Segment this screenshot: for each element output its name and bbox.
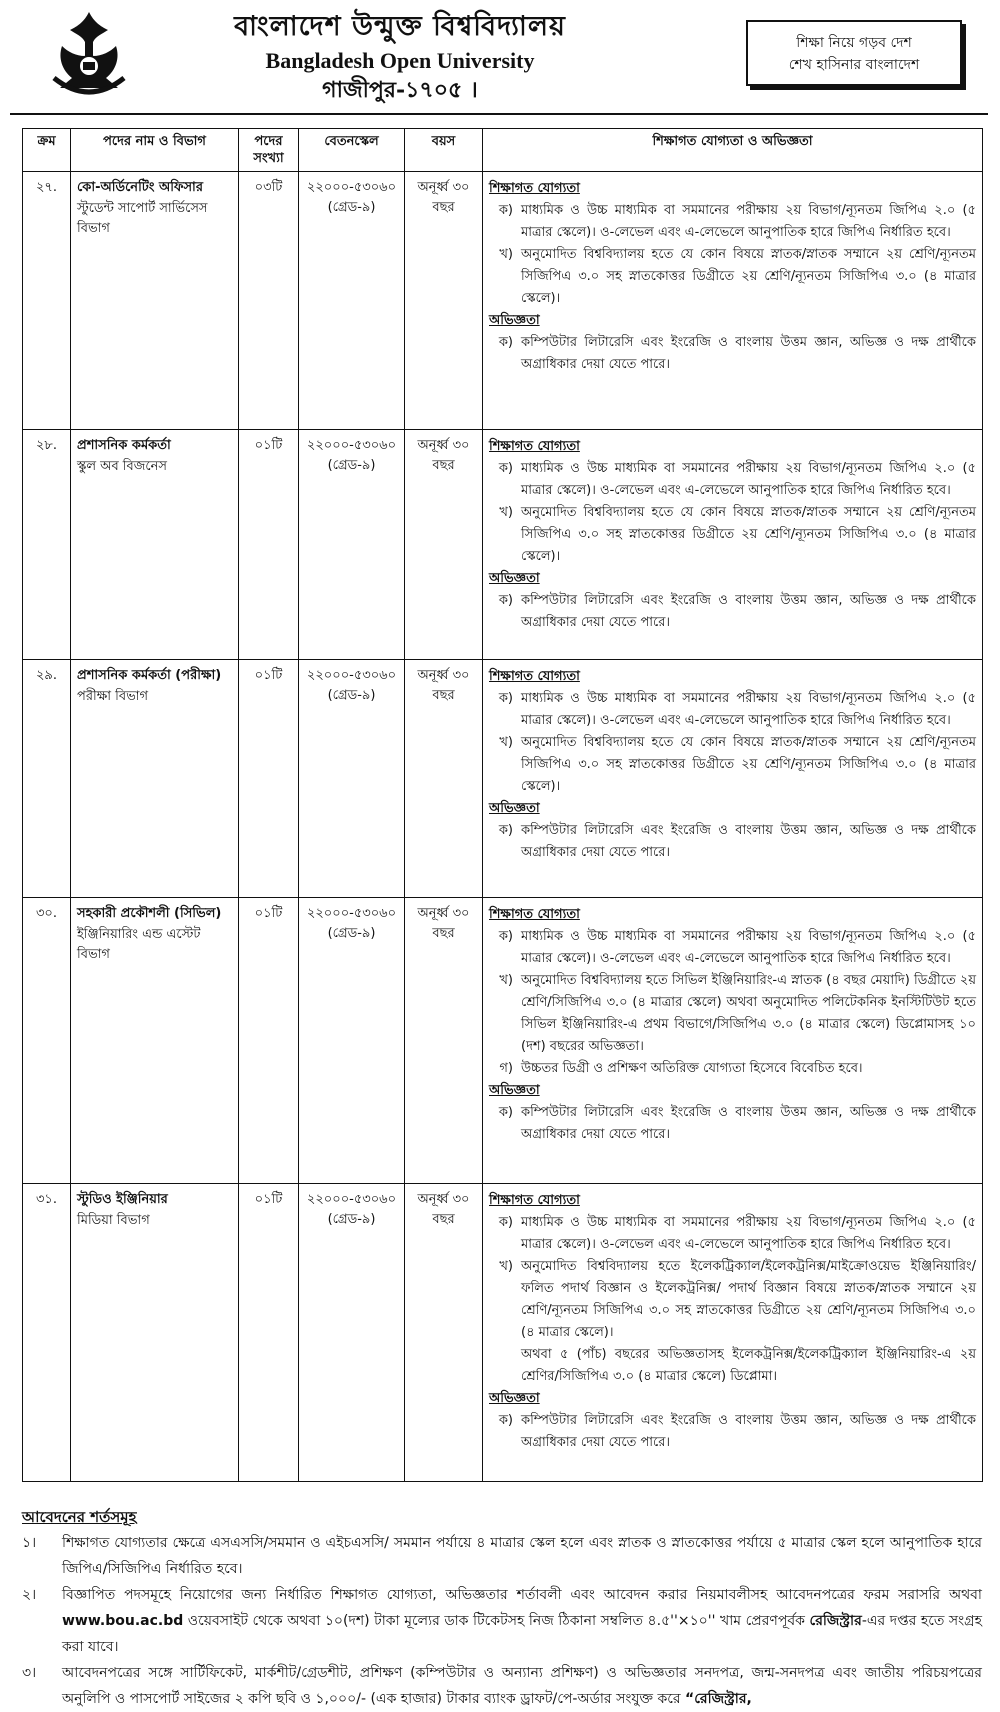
pay-scale: ২২০০০-৫৩০৬০ <box>306 906 397 921</box>
post-department: মিডিয়া বিভাগ <box>77 1213 150 1228</box>
post-title: প্রশাসনিক কর্মকর্তা <box>77 438 171 453</box>
item-text: কম্পিউটার লিটারেসি এবং ইংরেজি ও বাংলায় উত্তম জ্ঞান, অভিজ্ঞ ও দক্ষ প্রার্থীকে অগ্রাধিকার দেয়া যেতে পারে। <box>521 823 976 860</box>
age-limit: অনূর্ধ্ব ৩০ <box>417 180 470 195</box>
experience-item <box>489 820 976 864</box>
table-row <box>23 430 983 660</box>
registrar-label: রেজিস্ট্রার <box>809 1613 862 1629</box>
motto-line-1: শিক্ষা নিয়ে গড়ব দেশ <box>796 35 912 51</box>
table-row <box>23 1184 983 1482</box>
item-marker: ক) <box>498 593 513 608</box>
posts-table <box>22 128 983 1482</box>
post-count: ০১টি <box>239 660 299 898</box>
qualification-item <box>489 1058 976 1080</box>
item-marker: গ) <box>499 1061 513 1076</box>
qualification-item <box>489 458 976 502</box>
qualification-heading: শিক্ষাগত যোগ্যতা <box>489 439 580 454</box>
item-marker: ক) <box>498 929 513 944</box>
post-title: কো-অর্ডিনেটিং অফিসার <box>77 180 203 195</box>
col-pay-scale: বেতনস্কেল <box>299 129 405 172</box>
experience-heading: অভিজ্ঞতা <box>489 1083 540 1098</box>
qualification-item <box>489 1256 976 1344</box>
age-cell <box>405 660 483 898</box>
row-serial: ৩০. <box>23 898 71 1184</box>
row-serial: ২৭. <box>23 172 71 430</box>
item-marker: ক) <box>498 335 513 350</box>
item-marker: ক) <box>498 203 513 218</box>
experience-item <box>489 1410 976 1454</box>
pay-scale-cell <box>299 430 405 660</box>
item-marker: ক) <box>498 823 513 838</box>
age-cell <box>405 898 483 1184</box>
experience-heading: অভিজ্ঞতা <box>489 571 540 586</box>
qualification-heading: শিক্ষাগত যোগ্যতা <box>489 1193 580 1208</box>
qualification-item <box>489 1212 976 1256</box>
item-text: অথবা ৫ (পাঁচ) বছরের অভিজ্ঞতাসহ ইলেকট্রনিক্স/ইলেকট্রিক্যাল ইঞ্জিনিয়ারিং-এ ২য় শ্রেণির/সিজিপিএ ৩.০ (৪ মাত্রার স্কেলে) ডিপ্লোমা। <box>521 1347 976 1384</box>
page-header <box>0 0 1000 112</box>
pay-scale-cell <box>299 660 405 898</box>
qualification-item <box>489 244 976 310</box>
col-qualification: শিক্ষাগত যোগ্যতা ও অভিজ্ঞতা <box>483 129 983 172</box>
pay-scale: ২২০০০-৫৩০৬০ <box>306 668 397 683</box>
item-marker: ক) <box>498 1105 513 1120</box>
item-marker: খ) <box>499 735 513 750</box>
row-serial: ৩১. <box>23 1184 71 1482</box>
condition-text <box>62 1660 982 1712</box>
website-link[interactable]: www.bou.ac.bd <box>62 1613 184 1629</box>
condition-text: শিক্ষাগত যোগ্যতার ক্ষেত্রে এসএসসি/সমমান ও এইচএসসি/ সমমান পর্যায়ে ৪ মাত্রার স্কেল হলে এবং স্নাতক ও স্নাতকোত্তর পর্যায়ে ৫ মাত্রার স্কেল হলে আনুপাতিক হারে জিপিএ/সিজিপিএ নির্ধারিত হবে। <box>62 1535 982 1577</box>
post-cell <box>71 660 239 898</box>
age-cell <box>405 430 483 660</box>
item-marker: খ) <box>499 973 513 988</box>
post-cell <box>71 1184 239 1482</box>
motto-line-2: শেখ হাসিনার বাংলাদেশ <box>788 57 920 73</box>
item-text: মাধ্যমিক ও উচ্চ মাধ্যমিক বা সমমানের পরীক্ষায় ২য় বিভাগ/ন্যূনতম জিপিএ ২.০ (৫ মাত্রার স্কেলে)। ও-লেভেল এবং এ-লেভেলে আনুপাতিক হারে জিপিএ নির্ধারিত হবে। <box>521 203 976 240</box>
age-unit: বছর <box>432 200 455 215</box>
post-title: সহকারী প্রকৌশলী (সিভিল) <box>77 906 222 921</box>
post-title: স্টুডিও ইঞ্জিনিয়ার <box>77 1192 168 1207</box>
qualification-cell <box>483 172 983 430</box>
post-count: ০১টি <box>239 1184 299 1482</box>
qualification-heading: শিক্ষাগত যোগ্যতা <box>489 669 580 684</box>
qualification-item <box>489 732 976 798</box>
post-department: স্টুডেন্ট সাপোর্ট সার্ভিসেস বিভাগ <box>77 201 208 236</box>
experience-heading: অভিজ্ঞতা <box>489 801 540 816</box>
condition-text-part: আবেদনপত্রের সঙ্গে সার্টিফিকেট, মার্কশীট/গ্রেডশীট, প্রশিক্ষণ (কম্পিউটার ও অন্যান্য প্রশিক্ষণ) ও অভিজ্ঞতার সনদপত্র, জন্ম-সনদপত্র এবং জাতীয় পরিচয়পত্রের অনুলিপি ও পাসপোর্ট সাইজের ২ কপি ছবি ও ১,০০০/- (এক হাজার) টাকার ব্যাংক ড্রাফট/পে-অর্ডার সংযুক্ত করে <box>62 1665 982 1707</box>
condition-number: ২। <box>22 1587 37 1603</box>
age-limit: অনূর্ধ্ব ৩০ <box>417 668 470 683</box>
qualification-item <box>489 926 976 970</box>
item-text: কম্পিউটার লিটারেসি এবং ইংরেজি ও বাংলায় উত্তম জ্ঞান, অভিজ্ঞ ও দক্ষ প্রার্থীকে অগ্রাধিকার দেয়া যেতে পারে। <box>521 1413 976 1450</box>
item-text: কম্পিউটার লিটারেসি এবং ইংরেজি ও বাংলায় উত্তম জ্ঞান, অভিজ্ঞ ও দক্ষ প্রার্থীকে অগ্রাধিকার দেয়া যেতে পারে। <box>521 1105 976 1142</box>
experience-heading: অভিজ্ঞতা <box>489 1391 540 1406</box>
qualification-item <box>489 688 976 732</box>
condition-text <box>62 1582 982 1660</box>
post-cell <box>71 172 239 430</box>
item-marker: ক) <box>498 1215 513 1230</box>
age-cell <box>405 172 483 430</box>
pay-scale-cell <box>299 1184 405 1482</box>
item-text: কম্পিউটার লিটারেসি এবং ইংরেজি ও বাংলায় উত্তম জ্ঞান, অভিজ্ঞ ও দক্ষ প্রার্থীকে অগ্রাধিকার দেয়া যেতে পারে। <box>521 593 976 630</box>
condition-item <box>22 1530 982 1582</box>
age-cell <box>405 1184 483 1482</box>
post-department: স্কুল অব বিজনেস <box>77 459 167 474</box>
item-marker: ক) <box>498 691 513 706</box>
pay-scale: ২২০০০-৫৩০৬০ <box>306 180 397 195</box>
item-text: কম্পিউটার লিটারেসি এবং ইংরেজি ও বাংলায় উত্তম জ্ঞান, অভিজ্ঞ ও দক্ষ প্রার্থীকে অগ্রাধিকার দেয়া যেতে পারে। <box>521 335 976 372</box>
post-count: ০১টি <box>239 430 299 660</box>
table-row <box>23 660 983 898</box>
qualification-cell <box>483 430 983 660</box>
item-marker: খ) <box>499 247 513 262</box>
table-row <box>23 172 983 430</box>
university-name-bangla: বাংলাদেশ উন্মুক্ত বিশ্ববিদ্যালয় <box>234 11 566 42</box>
item-text: অনুমোদিত বিশ্ববিদ্যালয় হতে যে কোন বিষয়ে স্নাতক/স্নাতক সম্মানে ২য় শ্রেণি/ন্যূনতম সিজিপিএ ৩.০ সহ স্নাতকোত্তর ডিগ্রীতে ২য় শ্রেণি/ন্যূনতম সিজিপিএ ৩.০ (৪ মাত্রার স্কেলে)। <box>521 247 976 306</box>
item-text: অনুমোদিত বিশ্ববিদ্যালয় হতে সিভিল ইঞ্জিনিয়ারিং-এ স্নাতক (৪ বছর মেয়াদি) ডিগ্রীতে ২য় শ্রেণি/সিজিপিএ ৩.০ (৪ মাত্রার স্কেলে) অথবা অনুমোদিত পলিটেকনিক ইনস্টিটিউট হতে সিভিল ইঞ্জিনিয়ারিং-এ প্রথম বিভাগে/সিজিপিএ ৩.০ (৪ মাত্রার স্কেলে) ডিপ্লোমাসহ ১০ (দশ) বছরের অভিজ্ঞতা। <box>521 973 976 1054</box>
post-department: পরীক্ষা বিভাগ <box>77 689 149 704</box>
condition-number: ১। <box>22 1535 37 1551</box>
age-limit: অনূর্ধ্ব ৩০ <box>417 438 470 453</box>
item-text: অনুমোদিত বিশ্ববিদ্যালয় হতে যে কোন বিষয়ে স্নাতক/স্নাতক সম্মানে ২য় শ্রেণি/ন্যূনতম সিজিপিএ ৩.০ সহ স্নাতকোত্তর ডিগ্রীতে ২য় শ্রেণি/ন্যূনতম সিজিপিএ ৩.০ (৪ মাত্রার স্কেলে)। <box>521 735 976 794</box>
age-unit: বছর <box>432 688 455 703</box>
university-location: গাজীপুর-১৭০৫ । <box>322 77 478 103</box>
item-marker: খ) <box>499 1259 513 1274</box>
header-divider <box>10 113 988 115</box>
age-limit: অনূর্ধ্ব ৩০ <box>417 906 470 921</box>
table-header-row <box>23 129 983 172</box>
pay-grade: (গ্রেড-৯) <box>327 458 376 473</box>
experience-item <box>489 1102 976 1146</box>
item-marker: খ) <box>499 505 513 520</box>
qualification-heading: শিক্ষাগত যোগ্যতা <box>489 907 580 922</box>
item-text: উচ্চতর ডিগ্রী ও প্রশিক্ষণ অতিরিক্ত যোগ্যতা হিসেবে বিবেচিত হবে। <box>521 1061 863 1076</box>
post-cell <box>71 898 239 1184</box>
item-text: মাধ্যমিক ও উচ্চ মাধ্যমিক বা সমমানের পরীক্ষায় ২য় বিভাগ/ন্যূনতম জিপিএ ২.০ (৫ মাত্রার স্কেলে)। ও-লেভেল এবং এ-লেভেলে আনুপাতিক হারে জিপিএ নির্ধারিত হবে। <box>521 929 976 966</box>
qualification-item <box>489 502 976 568</box>
item-marker: ক) <box>498 1413 513 1428</box>
application-conditions <box>22 1504 982 1712</box>
pay-scale-cell <box>299 898 405 1184</box>
experience-item <box>489 590 976 634</box>
post-count: ০৩টি <box>239 172 299 430</box>
post-department: ইঞ্জিনিয়ারিং এন্ড এস্টেট বিভাগ <box>77 927 201 962</box>
qualification-cell <box>483 1184 983 1482</box>
condition-text-part: ওয়েবসাইট থেকে অথবা ১০(দশ) টাকা মূল্যের ডাক টিকেটসহ নিজ ঠিকানা সম্বলিত ৪.৫''×১০'' খাম প্রেরণপূর্বক <box>183 1613 810 1629</box>
qualification-heading: শিক্ষাগত যোগ্যতা <box>489 181 580 196</box>
pay-scale-cell <box>299 172 405 430</box>
pay-grade: (গ্রেড-৯) <box>327 1212 376 1227</box>
post-cell <box>71 430 239 660</box>
conditions-heading: আবেদনের শর্তসমূহ <box>22 1508 137 1526</box>
age-unit: বছর <box>432 458 455 473</box>
item-marker: ক) <box>498 461 513 476</box>
condition-text-part: -এর দপ্তর হতে সংগ্রহ করা যাবে। <box>62 1613 982 1655</box>
pay-grade: (গ্রেড-৯) <box>327 200 376 215</box>
col-serial: ক্রম <box>23 129 71 172</box>
pay-grade: (গ্রেড-৯) <box>327 688 376 703</box>
item-text: মাধ্যমিক ও উচ্চ মাধ্যমিক বা সমমানের পরীক্ষায় ২য় বিভাগ/ন্যূনতম জিপিএ ২.০ (৫ মাত্রার স্কেলে)। ও-লেভেল এবং এ-লেভেলে আনুপাতিক হারে জিপিএ নির্ধারিত হবে। <box>521 461 976 498</box>
qualification-item <box>489 200 976 244</box>
post-count: ০১টি <box>239 898 299 1184</box>
item-text: অনুমোদিত বিশ্ববিদ্যালয় হতে যে কোন বিষয়ে স্নাতক/স্নাতক সম্মানে ২য় শ্রেণি/ন্যূনতম সিজিপিএ ৩.০ সহ স্নাতকোত্তর ডিগ্রীতে ২য় শ্রেণি/ন্যূনতম সিজিপিএ ৩.০ (৪ মাত্রার স্কেলে)। <box>521 505 976 564</box>
col-post-name: পদের নাম ও বিভাগ <box>71 129 239 172</box>
row-serial: ২৯. <box>23 660 71 898</box>
pay-scale: ২২০০০-৫৩০৬০ <box>306 1192 397 1207</box>
pay-scale: ২২০০০-৫৩০৬০ <box>306 438 397 453</box>
condition-item <box>22 1582 982 1660</box>
post-title: প্রশাসনিক কর্মকর্তা (পরীক্ষা) <box>77 668 222 683</box>
qualification-cell <box>483 660 983 898</box>
qualification-cell <box>483 898 983 1184</box>
item-text: অনুমোদিত বিশ্ববিদ্যালয় হতে ইলেকট্রিক্যাল/ইলেকট্রনিক্স/মাইক্রোওয়েভ ইঞ্জিনিয়ারিং/ ফলিত পদার্থ বিজ্ঞান ও ইলেকট্রনিক্স/ পদার্থ বিজ্ঞান বিষয়ে স্নাতক/স্নাতক সম্মানে ২য় শ্রেণি/ন্যূনতম সিজিপিএ ৩.০ সহ স্নাতকোত্তর ডিগ্রীতে ২য় শ্রেণি/ন্যূনতম সিজিপিএ ৩.০ (৪ মাত্রার স্কেলে)। <box>521 1259 976 1340</box>
age-unit: বছর <box>432 926 455 941</box>
col-post-count: পদের সংখ্যা <box>239 129 299 172</box>
experience-item <box>489 332 976 376</box>
registrar-label: “রেজিস্ট্রার, <box>685 1691 752 1707</box>
condition-text-part: বিজ্ঞাপিত পদসমূহে নিয়োগের জন্য নির্ধারিত শিক্ষাগত যোগ্যতা, অভিজ্ঞতার শর্তাবলী এবং আবেদন করার নিয়মাবলীসহ আবেদনপত্রের ফরম সরাসরি অথবা <box>62 1587 982 1603</box>
motto-box <box>746 20 962 86</box>
university-logo <box>48 8 130 98</box>
item-text: মাধ্যমিক ও উচ্চ মাধ্যমিক বা সমমানের পরীক্ষায় ২য় বিভাগ/ন্যূনতম জিপিএ ২.০ (৫ মাত্রার স্কেলে)। ও-লেভেল এবং এ-লেভেলে আনুপাতিক হারে জিপিএ নির্ধারিত হবে। <box>521 691 976 728</box>
condition-item <box>22 1660 982 1712</box>
table-row <box>23 898 983 1184</box>
condition-number: ৩। <box>22 1665 37 1681</box>
university-name-english: Bangladesh Open University <box>265 48 535 73</box>
qualification-item <box>489 970 976 1058</box>
experience-heading: অভিজ্ঞতা <box>489 313 540 328</box>
age-unit: বছর <box>432 1212 455 1227</box>
qualification-item <box>489 1344 976 1388</box>
row-serial: ২৮. <box>23 430 71 660</box>
pay-grade: (গ্রেড-৯) <box>327 926 376 941</box>
age-limit: অনূর্ধ্ব ৩০ <box>417 1192 470 1207</box>
col-age: বয়স <box>405 129 483 172</box>
item-text: মাধ্যমিক ও উচ্চ মাধ্যমিক বা সমমানের পরীক্ষায় ২য় বিভাগ/ন্যূনতম জিপিএ ২.০ (৫ মাত্রার স্কেলে)। ও-লেভেল এবং এ-লেভেলে আনুপাতিক হারে জিপিএ নির্ধারিত হবে। <box>521 1215 976 1252</box>
